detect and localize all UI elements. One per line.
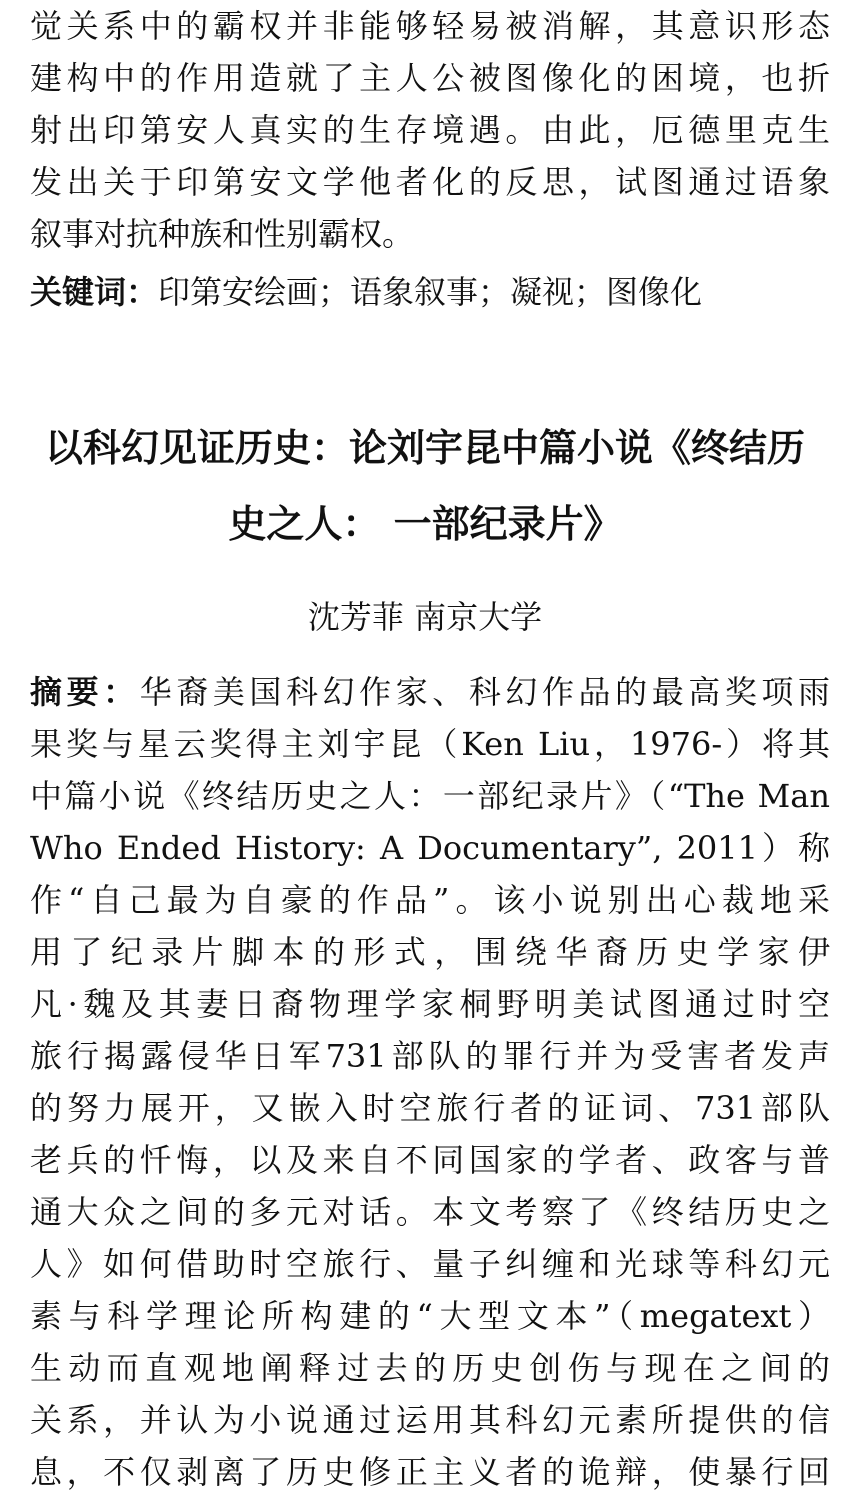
article-title-line-1: 以科幻见证历史：论刘宇昆中篇小说《终结历: [44, 426, 805, 470]
abstract-line: 凡·魏及其妻日裔物理学家桐野明美试图通过时空: [30, 985, 830, 1023]
abstract-line: 通大众之间的多元对话。本文考察了《终结历史之: [30, 1193, 830, 1231]
abstract-line: 生动而直观地阐释过去的历史创伤与现在之间的: [30, 1349, 830, 1387]
abstract-first-line: [30, 666, 830, 718]
previous-abstract-line: 发出关于印第安文学他者化的反思，试图通过语象: [30, 163, 830, 201]
abstract-line: 中篇小说《终结历史之人：一部纪录片》（“The Man: [30, 777, 830, 815]
keywords: [30, 266, 830, 318]
article-title-line-2: 史之人： 一部纪录片》: [228, 502, 622, 546]
abstract-line: 关系，并认为小说通过运用其科幻元素所提供的信: [30, 1401, 830, 1439]
previous-abstract-line: 叙事对抗种族和性别霸权。: [30, 215, 415, 253]
abstract-line: 果奖与星云奖得主刘宇昆（Ken Liu，1976-）将其: [30, 725, 830, 763]
abstract-line: 作“自己最为自豪的作品”。该小说别出心裁地采: [30, 881, 830, 919]
abstract-line: 老兵的忏悔，以及来自不同国家的学者、政客与普: [30, 1141, 830, 1179]
abstract-text: 华裔美国科幻作家、科幻作品的最高奖项雨: [139, 673, 830, 711]
previous-abstract-line: 射出印第安人真实的生存境遇。由此，厄德里克生: [30, 111, 830, 149]
article-author: 沈芳菲 南京大学: [307, 598, 543, 636]
abstract-line: 旅行揭露侵华日军731部队的罪行并为受害者发声: [30, 1037, 830, 1075]
previous-abstract-line: 建构中的作用造就了主人公被图像化的困境，也折: [30, 59, 830, 97]
keywords-label: 关键词：: [30, 273, 159, 311]
abstract-line: 用了纪录片脚本的形式，围绕华裔历史学家伊: [30, 933, 830, 971]
abstract-label: 摘要：: [30, 673, 140, 711]
abstract-line: 素与科学理论所构建的“大型文本”（megatext）: [30, 1297, 830, 1335]
abstract-line: Who Ended History: A Documentary”, 2011）称: [30, 829, 830, 867]
abstract-line: 人》如何借助时空旅行、量子纠缠和光球等科幻元: [30, 1245, 830, 1283]
keywords-text: 印第安绘画；语象叙事；凝视；图像化: [158, 273, 703, 311]
abstract-line: 的努力展开，又嵌入时空旅行者的证词、731部队: [30, 1089, 830, 1127]
previous-abstract-line: 觉关系中的霸权并非能够轻易被消解，其意识形态: [30, 7, 830, 45]
abstract-line: 息，不仅剥离了历史修正主义者的诡辩，使暴行回: [30, 1453, 830, 1491]
